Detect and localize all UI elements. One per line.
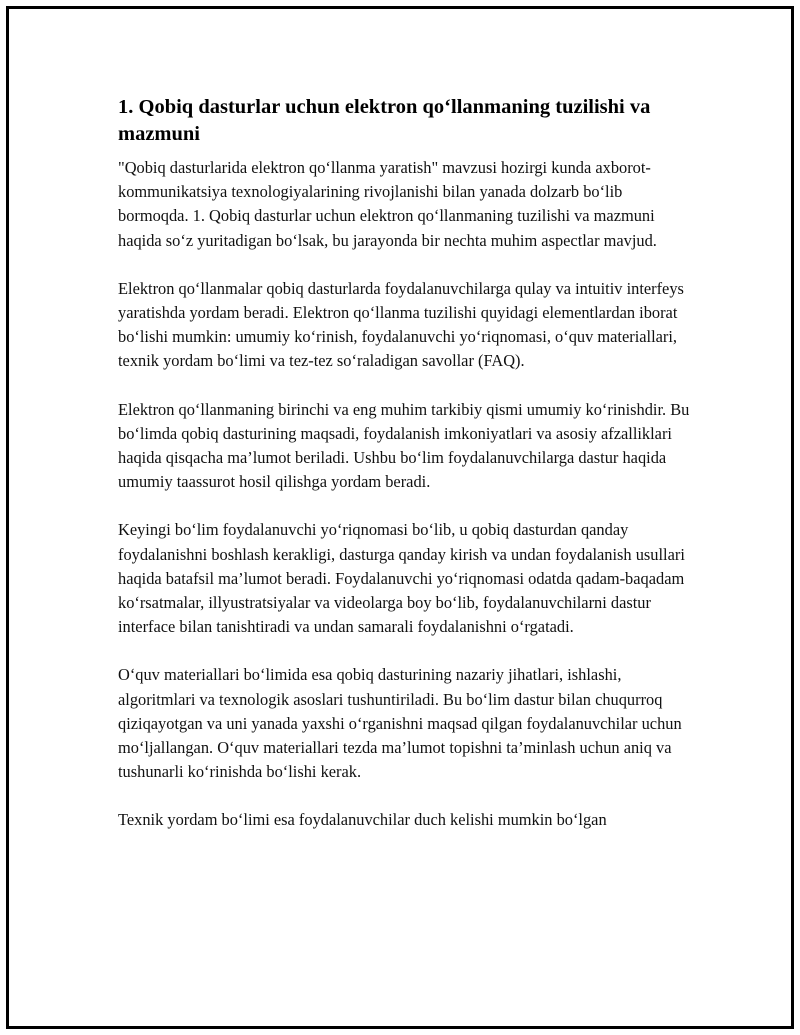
paragraph-tech-support: Texnik yordam bo‘limi esa foydalanuvchilar duch kelishi mumkin bo‘lgan xyxy=(118,810,607,830)
paragraph-learning-materials: O‘quv materiallari bo‘limida esa qobiq dasturining nazariy jihatlari, ishlashi, algoritmlari va texnologik asoslari tushuntiriladi. Bu bo‘lim dastur bilan chuqurroq qiziqayotgan va uni yanada yaxshi o‘rganishni maqsad qilgan foydalanuvchilar uchun mo‘ljallangan. O‘quv materiallari tezda ma’lumot topishni ta’minlash uchun aniq va tushunarli ko‘rinishda bo‘lishi kerak. xyxy=(118,665,682,782)
paragraph-intro: "Qobiq dasturlarida elektron qo‘llanma yaratish" mavzusi hozirgi kunda axborot-kommunikatsiya texnologiyalarining rivojlanishi bilan yanada dolzarb bo‘lib bormoqda. 1. Qobiq dasturlar uchun elektron qo‘llanmaning tuzilishi va mazmuni haqida so‘z yuritadigan bo‘lsak, bu jarayonda bir nechta muhim aspectlar mavjud. xyxy=(118,158,657,250)
paragraph-overview: Elektron qo‘llanmaning birinchi va eng muhim tarkibiy qismi umumiy ko‘rinishdir. Bu bo‘limda qobiq dasturining maqsadi, foydalanish imkoniyatlari va asosiy afzalliklari haqida qisqacha ma’lumot beriladi. Ushbu bo‘lim foydalanuvchilarga dastur haqida umumiy taassurot hosil qilishga yordam beradi. xyxy=(118,399,690,492)
paragraph-structure: Elektron qo‘llanmalar qobiq dasturlarda foydalanuvchilarga qulay va intuitiv interfeys yaratishda yordam beradi. Elektron qo‘llanma tuzilishi quyidagi elementlardan iborat bo‘lishi mumkin: umumiy ko‘rinish, foydalanuvchi yo‘riqnomasi, o‘quv materiallari, texnik yordam bo‘limi va tez-tez so‘raladigan savollar (FAQ). xyxy=(118,278,684,371)
paragraph-user-guide: Keyingi bo‘lim foydalanuvchi yo‘riqnomasi bo‘lib, u qobiq dasturdan qanday foydalanishni boshlash kerakligi, dasturga qanday kirish va undan foydalanish usullari haqida batafsil ma’lumot beradi. Foydalanuvchi yo‘riqnomasi odatda qadam-baqadam ko‘rsatmalar, illyustratsiyalar va videolarga boy bo‘lib, foydalanuvchilarni dastur interface bilan tanishtiradi va undan samarali foydalanishni o‘rgatadi. xyxy=(118,520,685,637)
document-title: 1. Qobiq dasturlar uchun elektron qo‘llanmaning tuzilishi va mazmuni xyxy=(118,96,651,145)
document-body xyxy=(118,94,694,857)
